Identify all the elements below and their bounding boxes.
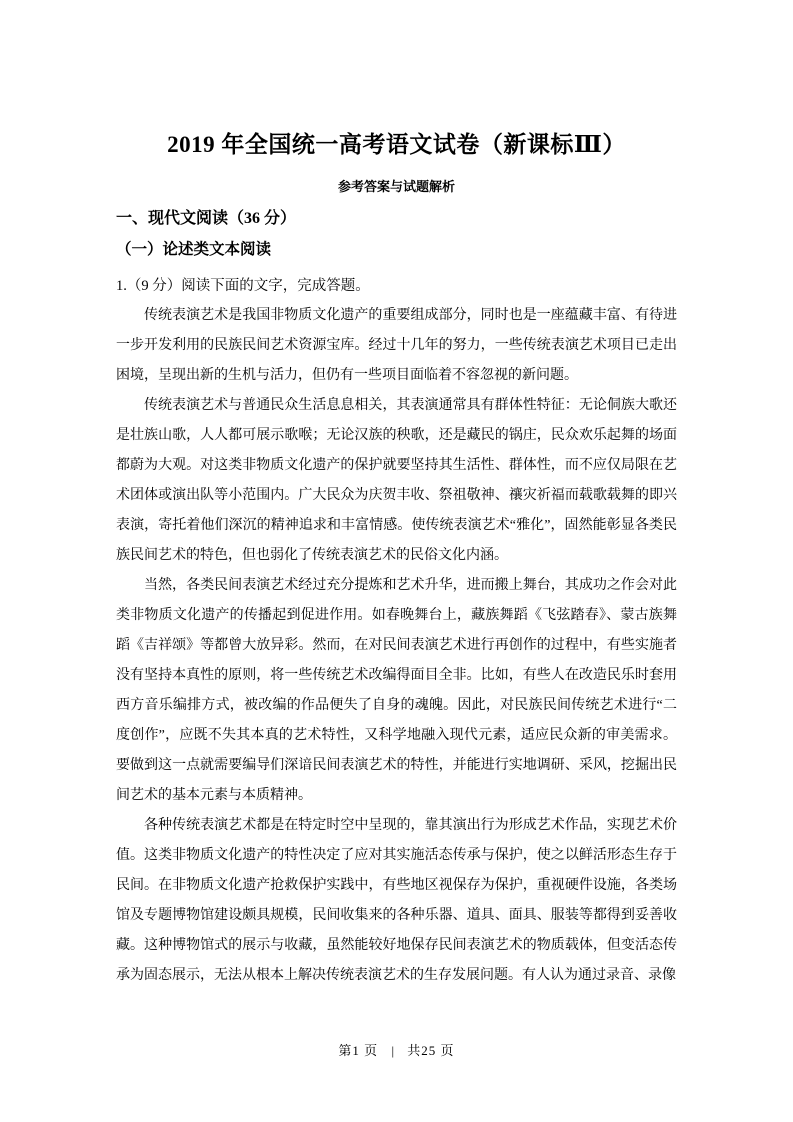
footer-current-page: 第1 页: [338, 1043, 379, 1058]
page-subtitle: 参考答案与试题解析: [337, 179, 455, 194]
page-title: 2019 年全国统一高考语文试卷（新课标Ⅲ）: [167, 132, 626, 157]
footer-total-pages: 共25 页: [407, 1043, 455, 1058]
footer-separator: |: [391, 1043, 395, 1058]
page-footer: [0, 1042, 793, 1060]
body-paragraph-2: 传统表演艺术与普通民众生活息息相关，其表演通常具有群体性特征：无论侗族大歌还是壮族山歌，人人都可展示歌喉；无论汉族的秧歌，还是藏民的锅庄，民众欢乐起舞的场面都蔚为大观。对这类非物质文化遗产的保护就要坚持其生活性、群体性，而不应仅局限在艺术团体或演出队等小范围内。广大民众为庆贺丰收、祭祖敬神、禳灾祈福而载歌载舞的即兴表演，寄托着他们深沉的精神追求和丰富情感。使传统表演艺术“雅化”，固然能彰显各类民族民间艺术的特色，但也弱化了传统表演艺术的民俗文化内涵。: [116, 398, 677, 563]
body-paragraph-4: 各种传统表演艺术都是在特定时空中呈现的，靠其演出行为形成艺术作品，实现艺术价值。这类非物质文化遗产的特性决定了应对其实施活态传承与保护，使之以鲜活形态生存于民间。在非物质文化遗产抢救保护实践中，有些地区视保存为保护，重视硬件设施，各类场馆及专题博物馆建设颇具规模，民间收集来的各种乐器、道具、面具、服装等都得到妥善收藏。这种博物馆式的展示与收藏，虽然能较好地保存民间表演艺术的物质载体，但变活态传承为固态展示，无法从根本上解决传统表演艺术的生存发展问题。有人认为通过录音、录像: [116, 818, 677, 983]
body-paragraph-3: 当然，各类民间表演艺术经过充分提炼和艺术升华，进而搬上舞台，其成功之作会对此类非物质文化遗产的传播起到促进作用。如春晚舞台上，藏族舞蹈《飞弦踏春》、蒙古族舞蹈《吉祥颂》等都曾大放异彩。然而，在对民间表演艺术进行再创作的过程中，有些实施者没有坚持本真性的原则，将一些传统艺术改编得面目全非。比如，有些人在改造民乐时套用西方音乐编排方式，被改编的作品便失了自身的魂魄。因此，对民族民间传统艺术进行“二度创作”，应既不失其本真的艺术特性，又科学地融入现代元素，适应民众新的审美需求。要做到这一点就需要编导们深谙民间表演艺术的特性，并能进行实地调研、采风，挖掘出民间艺术的基本元素与本质精神。: [116, 578, 677, 803]
body-paragraph-1: 传统表演艺术是我国非物质文化遗产的重要组成部分，同时也是一座蕴藏丰富、有待进一步开发利用的民族民间艺术资源宝库。经过十几年的努力，一些传统表演艺术项目已走出困境，呈现出新的生机与活力，但仍有一些项目面临着不容忽视的新问题。: [116, 308, 677, 383]
section-heading-modern-reading: 一、现代文阅读（36 分）: [116, 210, 297, 227]
question-intro: 1.（9 分）阅读下面的文字，完成答题。: [116, 278, 370, 294]
subsection-heading-expository-reading: （一）论述类文本阅读: [116, 241, 272, 258]
